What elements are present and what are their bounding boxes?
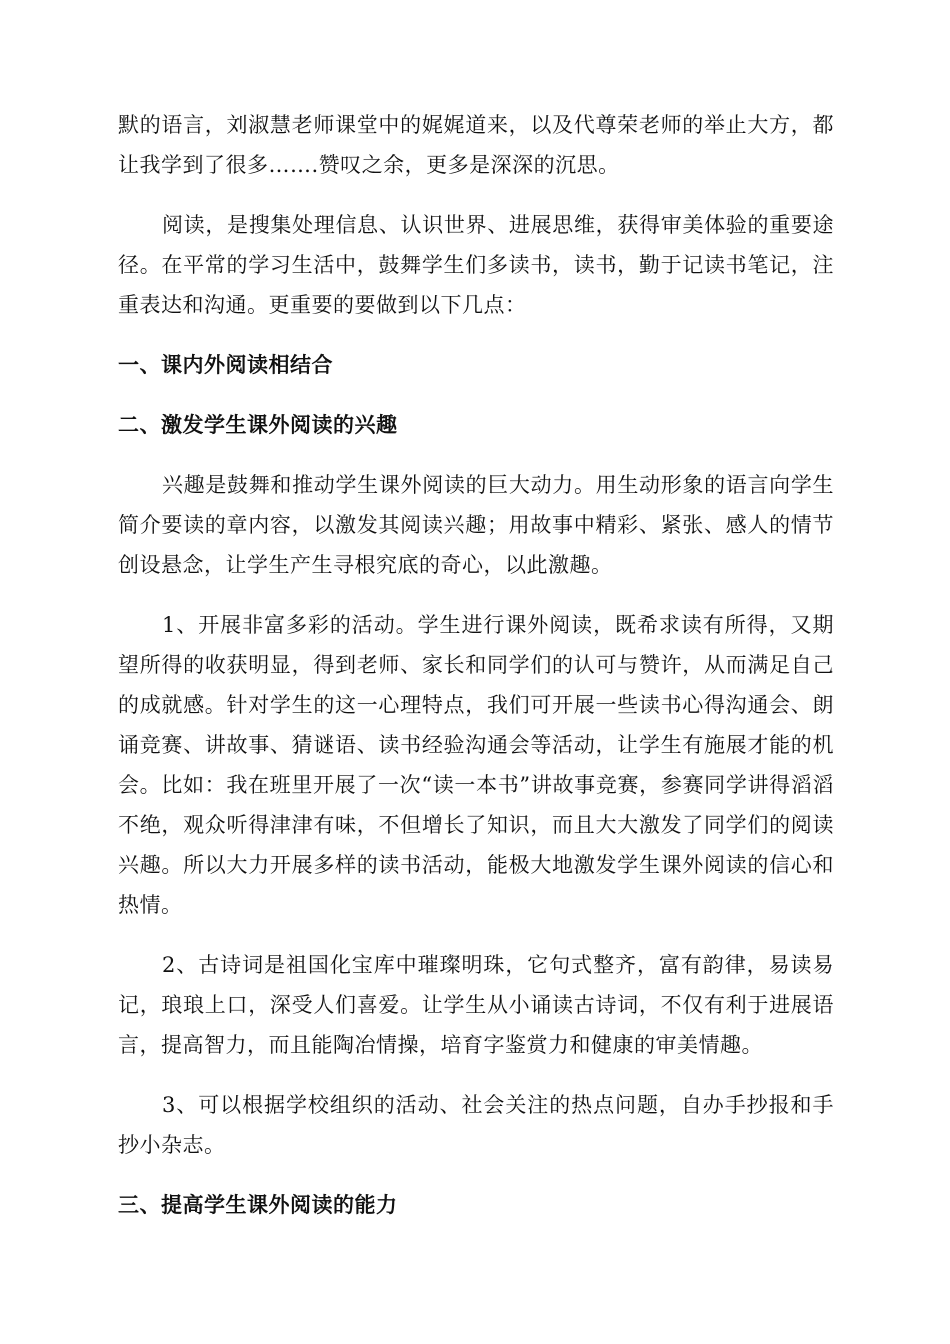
heading-section-3: 三、提高学生课外阅读的能力: [118, 1193, 398, 1217]
paragraph-item-2: 2、古诗词是祖国化宝库中璀璨明珠，它句式整齐，富有韵律，易读易记，琅琅上口，深受人们喜爱。让学生从小诵读古诗词，不仅有利于进展语言，提高智力，而且能陶冶情操，培育字鉴赏力和健康的审美情趣。: [118, 953, 834, 1057]
paragraph-item-3: 3、可以根据学校组织的活动、社会关注的热点问题，自办手抄报和手抄小杂志。: [118, 1093, 834, 1157]
paragraph-interest: 兴趣是鼓舞和推动学生课外阅读的巨大动力。用生动形象的语言向学生简介要读的章内容，以激发其阅读兴趣；用故事中精彩、紧张、感人的情节创设悬念，让学生产生寻根究底的奇心，以此激趣。: [118, 473, 834, 577]
heading-section-2: 二、激发学生课外阅读的兴趣: [118, 413, 398, 437]
paragraph-item-1: 1、开展非富多彩的活动。学生进行课外阅读，既希求读有所得，又期望所得的收获明显，得到老师、家长和同学们的认可与赞许，从而满足自己的成就感。针对学生的这一心理特点，我们可开展一些读书心得沟通会、朗诵竞赛、讲故事、猜谜语、读书经验沟通会等活动，让学生有施展才能的机会。比如：我在班里开展了一次“读一本书”讲故事竞赛，参赛同学讲得滔滔不绝，观众听得津津有味，不但增长了知识，而且大大激发了同学们的阅读兴趣。所以大力开展多样的读书活动，能极大地激发学生课外阅读的信心和热情。: [118, 613, 834, 917]
heading-section-1: 一、课内外阅读相结合: [118, 353, 333, 377]
document-body: [118, 105, 834, 1245]
paragraph-reading-intro: 阅读，是搜集处理信息、认识世界、进展思维，获得审美体验的重要途径。在平常的学习生活中，鼓舞学生们多读书，读书，勤于记读书笔记，注重表达和沟通。更重要的要做到以下几点：: [118, 213, 834, 317]
paragraph-continuation: 默的语言，刘淑慧老师课堂中的娓娓道来，以及代尊荣老师的举止大方，都让我学到了很多…….赞叹之余，更多是深深的沉思。: [118, 113, 834, 177]
